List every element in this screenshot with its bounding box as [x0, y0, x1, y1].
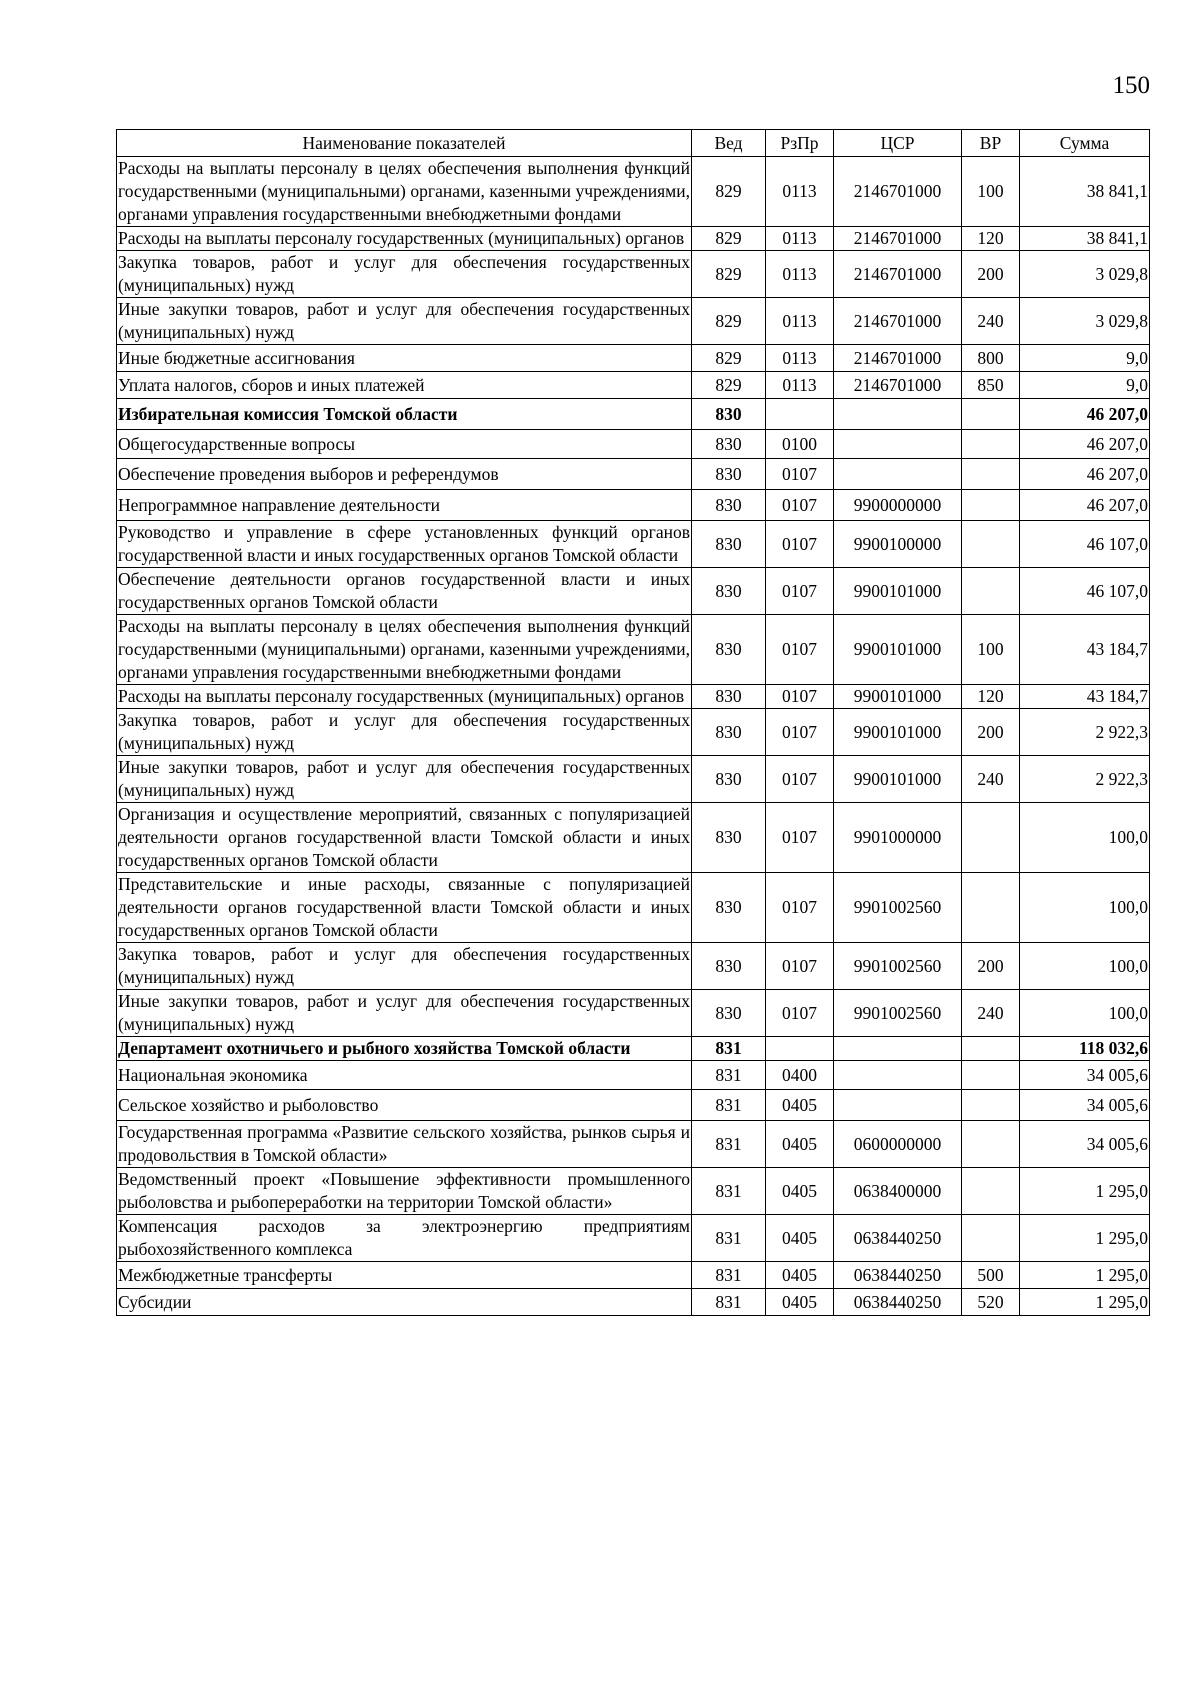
row-name: Департамент охотничьего и рыбного хозяйства Томской области [117, 1037, 692, 1061]
row-vr: 240 [962, 298, 1020, 345]
row-name: Обеспечение деятельности органов государственной власти и иных государственных органов Томской области [117, 568, 692, 615]
row-rzpr: 0405 [766, 1262, 834, 1289]
row-ved: 831 [692, 1037, 766, 1061]
table-row [117, 490, 1150, 521]
table-row [117, 568, 1150, 615]
table-row [117, 873, 1150, 943]
row-rzpr: 0405 [766, 1289, 834, 1316]
row-vr: 120 [962, 685, 1020, 709]
row-rzpr: 0405 [766, 1121, 834, 1168]
table-row [117, 1262, 1150, 1289]
table-row [117, 345, 1150, 372]
row-ved: 830 [692, 685, 766, 709]
row-vr [962, 1061, 1020, 1090]
row-vr: 100 [962, 157, 1020, 227]
row-sum: 2 922,3 [1020, 756, 1150, 803]
row-name: Избирательная комиссия Томской области [117, 399, 692, 430]
row-vr [962, 1121, 1020, 1168]
row-vr [962, 430, 1020, 459]
row-sum: 1 295,0 [1020, 1289, 1150, 1316]
row-rzpr: 0400 [766, 1061, 834, 1090]
row-ved: 830 [692, 521, 766, 568]
row-ved: 831 [692, 1168, 766, 1215]
row-ved: 830 [692, 568, 766, 615]
row-rzpr: 0107 [766, 568, 834, 615]
row-vr: 100 [962, 615, 1020, 685]
table-row [117, 298, 1150, 345]
row-sum: 2 922,3 [1020, 709, 1150, 756]
row-name: Сельское хозяйство и рыболовство [117, 1090, 692, 1121]
row-name: Представительские и иные расходы, связанные с популяризацией деятельности органов государственной власти Томской области и иных государственных органов Томской области [117, 873, 692, 943]
row-rzpr: 0113 [766, 345, 834, 372]
row-csr: 9901002560 [834, 873, 962, 943]
row-sum: 1 295,0 [1020, 1168, 1150, 1215]
row-name: Государственная программа «Развитие сельского хозяйства, рынков сырья и продовольствия в Томской области» [117, 1121, 692, 1168]
row-rzpr: 0107 [766, 709, 834, 756]
row-sum: 34 005,6 [1020, 1061, 1150, 1090]
row-csr: 9901000000 [834, 803, 962, 873]
row-csr [834, 1061, 962, 1090]
row-vr: 240 [962, 990, 1020, 1037]
row-csr [834, 1090, 962, 1121]
row-sum: 3 029,8 [1020, 251, 1150, 298]
row-vr [962, 568, 1020, 615]
row-name: Расходы на выплаты персоналу в целях обеспечения выполнения функций государственными (муниципальными) органами, казенными учреждениями, органами управления государственными внебюджетными фондами [117, 615, 692, 685]
row-ved: 829 [692, 157, 766, 227]
row-csr: 9900101000 [834, 685, 962, 709]
row-csr [834, 399, 962, 430]
header-rzpr: РзПр [766, 130, 834, 157]
row-sum: 34 005,6 [1020, 1121, 1150, 1168]
table-row [117, 803, 1150, 873]
row-name: Национальная экономика [117, 1061, 692, 1090]
row-name: Руководство и управление в сфере установленных функций органов государственной власти и иных государственных органов Томской области [117, 521, 692, 568]
table-row [117, 157, 1150, 227]
row-name: Уплата налогов, сборов и иных платежей [117, 372, 692, 399]
row-name: Общегосударственные вопросы [117, 430, 692, 459]
row-csr: 2146701000 [834, 372, 962, 399]
row-name: Расходы на выплаты персоналу государственных (муниципальных) органов [117, 685, 692, 709]
table-row [117, 1289, 1150, 1316]
row-csr: 9900101000 [834, 615, 962, 685]
table-row [117, 227, 1150, 251]
table-row [117, 756, 1150, 803]
row-ved: 830 [692, 990, 766, 1037]
row-vr: 520 [962, 1289, 1020, 1316]
row-name: Иные бюджетные ассигнования [117, 345, 692, 372]
table-row [117, 459, 1150, 490]
row-csr [834, 430, 962, 459]
row-rzpr [766, 399, 834, 430]
row-ved: 830 [692, 943, 766, 990]
row-sum: 43 184,7 [1020, 685, 1150, 709]
row-name: Иные закупки товаров, работ и услуг для обеспечения государственных (муниципальных) нужд [117, 990, 692, 1037]
row-sum: 46 207,0 [1020, 430, 1150, 459]
row-name: Субсидии [117, 1289, 692, 1316]
row-rzpr: 0107 [766, 990, 834, 1037]
row-rzpr [766, 1037, 834, 1061]
table-row [117, 1061, 1150, 1090]
row-csr: 0638440250 [834, 1262, 962, 1289]
row-csr: 9900101000 [834, 568, 962, 615]
row-name: Организация и осуществление мероприятий, связанных с популяризацией деятельности органов государственной власти Томской области и иных государственных органов Томской области [117, 803, 692, 873]
row-vr: 500 [962, 1262, 1020, 1289]
header-sum: Сумма [1020, 130, 1150, 157]
table-row [117, 372, 1150, 399]
row-csr: 2146701000 [834, 298, 962, 345]
row-vr [962, 1168, 1020, 1215]
row-name: Расходы на выплаты персоналу государственных (муниципальных) органов [117, 227, 692, 251]
row-vr: 200 [962, 943, 1020, 990]
row-vr: 200 [962, 709, 1020, 756]
row-rzpr: 0107 [766, 459, 834, 490]
row-csr: 2146701000 [834, 251, 962, 298]
row-csr: 0638400000 [834, 1168, 962, 1215]
row-ved: 831 [692, 1061, 766, 1090]
row-ved: 829 [692, 372, 766, 399]
row-rzpr: 0113 [766, 372, 834, 399]
row-csr: 2146701000 [834, 157, 962, 227]
row-csr: 9900101000 [834, 756, 962, 803]
header-csr: ЦСР [834, 130, 962, 157]
row-sum: 100,0 [1020, 990, 1150, 1037]
table-row [117, 1121, 1150, 1168]
row-ved: 830 [692, 873, 766, 943]
row-ved: 829 [692, 251, 766, 298]
row-csr: 9901002560 [834, 943, 962, 990]
row-vr [962, 803, 1020, 873]
row-sum: 9,0 [1020, 345, 1150, 372]
row-name: Расходы на выплаты персоналу в целях обеспечения выполнения функций государственными (муниципальными) органами, казенными учреждениями, органами управления государственными внебюджетными фондами [117, 157, 692, 227]
row-name: Межбюджетные трансферты [117, 1262, 692, 1289]
row-vr [962, 1037, 1020, 1061]
row-vr: 200 [962, 251, 1020, 298]
row-rzpr: 0107 [766, 490, 834, 521]
table-row [117, 430, 1150, 459]
row-vr: 800 [962, 345, 1020, 372]
row-ved: 830 [692, 803, 766, 873]
row-vr [962, 521, 1020, 568]
row-sum: 38 841,1 [1020, 157, 1150, 227]
row-ved: 831 [692, 1215, 766, 1262]
row-sum: 118 032,6 [1020, 1037, 1150, 1061]
row-name: Закупка товаров, работ и услуг для обеспечения государственных (муниципальных) нужд [117, 709, 692, 756]
row-sum: 100,0 [1020, 943, 1150, 990]
row-csr [834, 1037, 962, 1061]
row-csr: 2146701000 [834, 345, 962, 372]
row-sum: 1 295,0 [1020, 1215, 1150, 1262]
row-sum: 3 029,8 [1020, 298, 1150, 345]
row-vr [962, 1215, 1020, 1262]
row-rzpr: 0107 [766, 873, 834, 943]
row-sum: 46 107,0 [1020, 521, 1150, 568]
row-ved: 830 [692, 459, 766, 490]
table-row [117, 1215, 1150, 1262]
row-ved: 831 [692, 1262, 766, 1289]
row-rzpr: 0405 [766, 1090, 834, 1121]
row-name: Закупка товаров, работ и услуг для обеспечения государственных (муниципальных) нужд [117, 943, 692, 990]
table-row [117, 1168, 1150, 1215]
row-vr [962, 1090, 1020, 1121]
header-vr: ВР [962, 130, 1020, 157]
table-row [117, 521, 1150, 568]
row-csr: 2146701000 [834, 227, 962, 251]
page-number: 150 [1112, 72, 1150, 99]
row-vr: 240 [962, 756, 1020, 803]
row-sum: 46 107,0 [1020, 568, 1150, 615]
row-name: Компенсация расходов за электроэнергию предприятиям рыбохозяйственного комплекса [117, 1215, 692, 1262]
row-ved: 830 [692, 615, 766, 685]
row-rzpr: 0113 [766, 298, 834, 345]
table-row [117, 990, 1150, 1037]
row-name: Непрограммное направление деятельности [117, 490, 692, 521]
row-rzpr: 0113 [766, 251, 834, 298]
table-row [117, 251, 1150, 298]
row-sum: 46 207,0 [1020, 490, 1150, 521]
row-ved: 830 [692, 399, 766, 430]
row-rzpr: 0113 [766, 227, 834, 251]
table-row [117, 1037, 1150, 1061]
row-name: Обеспечение проведения выборов и референдумов [117, 459, 692, 490]
row-rzpr: 0100 [766, 430, 834, 459]
row-rzpr: 0107 [766, 685, 834, 709]
row-vr [962, 399, 1020, 430]
row-ved: 830 [692, 490, 766, 521]
row-sum: 43 184,7 [1020, 615, 1150, 685]
table-row [117, 399, 1150, 430]
row-ved: 831 [692, 1289, 766, 1316]
row-vr [962, 873, 1020, 943]
row-ved: 829 [692, 345, 766, 372]
row-sum: 9,0 [1020, 372, 1150, 399]
row-sum: 100,0 [1020, 803, 1150, 873]
row-vr [962, 459, 1020, 490]
row-sum: 100,0 [1020, 873, 1150, 943]
row-ved: 830 [692, 756, 766, 803]
row-ved: 831 [692, 1121, 766, 1168]
row-rzpr: 0107 [766, 615, 834, 685]
row-ved: 829 [692, 298, 766, 345]
row-sum: 34 005,6 [1020, 1090, 1150, 1121]
row-name: Ведомственный проект «Повышение эффективности промышленного рыболовства и рыбопереработки на территории Томской области» [117, 1168, 692, 1215]
row-csr: 9900101000 [834, 709, 962, 756]
row-rzpr: 0107 [766, 521, 834, 568]
row-ved: 830 [692, 430, 766, 459]
row-vr [962, 490, 1020, 521]
row-sum: 46 207,0 [1020, 459, 1150, 490]
row-sum: 1 295,0 [1020, 1262, 1150, 1289]
row-rzpr: 0405 [766, 1215, 834, 1262]
table-row [117, 943, 1150, 990]
row-rzpr: 0113 [766, 157, 834, 227]
row-csr: 9901002560 [834, 990, 962, 1037]
row-ved: 830 [692, 709, 766, 756]
row-csr [834, 459, 962, 490]
header-name: Наименование показателей [117, 130, 692, 157]
row-csr: 0600000000 [834, 1121, 962, 1168]
table-row [117, 615, 1150, 685]
row-rzpr: 0405 [766, 1168, 834, 1215]
row-name: Иные закупки товаров, работ и услуг для обеспечения государственных (муниципальных) нужд [117, 756, 692, 803]
row-sum: 38 841,1 [1020, 227, 1150, 251]
row-name: Закупка товаров, работ и услуг для обеспечения государственных (муниципальных) нужд [117, 251, 692, 298]
row-sum: 46 207,0 [1020, 399, 1150, 430]
row-vr: 120 [962, 227, 1020, 251]
budget-table [116, 129, 1150, 1316]
row-csr: 9900100000 [834, 521, 962, 568]
table-header-row [117, 130, 1150, 157]
row-rzpr: 0107 [766, 756, 834, 803]
table-row [117, 709, 1150, 756]
row-name: Иные закупки товаров, работ и услуг для обеспечения государственных (муниципальных) нужд [117, 298, 692, 345]
row-rzpr: 0107 [766, 943, 834, 990]
header-ved: Вед [692, 130, 766, 157]
row-rzpr: 0107 [766, 803, 834, 873]
table-row [117, 685, 1150, 709]
table-row [117, 1090, 1150, 1121]
row-vr: 850 [962, 372, 1020, 399]
row-csr: 0638440250 [834, 1289, 962, 1316]
row-csr: 0638440250 [834, 1215, 962, 1262]
row-csr: 9900000000 [834, 490, 962, 521]
row-ved: 831 [692, 1090, 766, 1121]
row-ved: 829 [692, 227, 766, 251]
